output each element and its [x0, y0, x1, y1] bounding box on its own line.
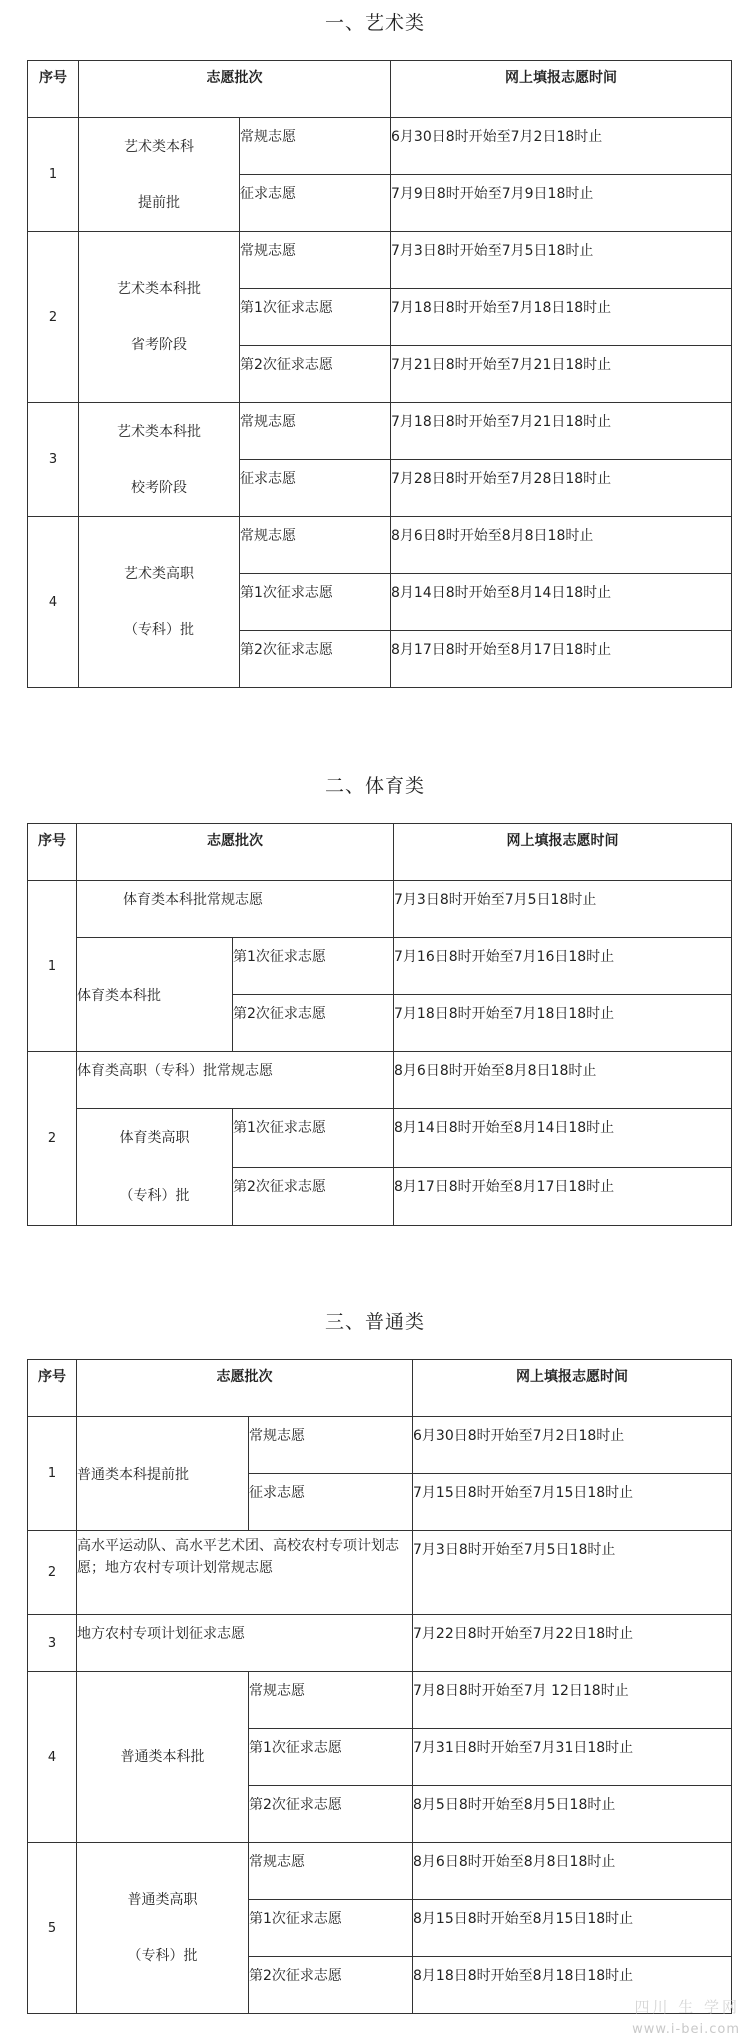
batch-cell: 普通类本科批 — [77, 1672, 249, 1843]
table-row — [28, 403, 732, 460]
batch-line: 校考阶段 — [131, 479, 187, 496]
header-batch: 志愿批次 — [79, 61, 391, 118]
section-title-general: 三、普通类 — [324, 1311, 425, 1333]
row-num: 2 — [28, 232, 79, 403]
batch-line: 艺术类高职 — [124, 566, 194, 582]
batch-cell: 高水平运动队、高水平艺术团、高校农村专项计划志愿；地方农村专项计划常规志愿 — [77, 1531, 413, 1615]
watermark-url: www.i-bei.com — [632, 2022, 740, 2037]
header-num: 序号 — [28, 824, 77, 881]
type-cell: 第1次征求志愿 — [233, 1109, 394, 1168]
time-cell: 7月3日8时开始至7月5日18时止 — [391, 232, 732, 289]
section-title-sports: 二、体育类 — [324, 775, 425, 797]
time-cell: 7月31日8时开始至7月31日18时止 — [413, 1729, 732, 1786]
batch-line: 普通类高职 — [127, 1892, 198, 1908]
time-cell: 7月9日8时开始至7月9日18时止 — [391, 175, 732, 232]
table-row — [28, 1052, 732, 1109]
table-row — [28, 1109, 732, 1168]
table-header-row — [28, 61, 732, 118]
row-num: 2 — [28, 1531, 77, 1615]
row-num: 1 — [28, 881, 77, 1052]
batch-line: 提前批 — [138, 194, 180, 211]
time-cell: 8月17日8时开始至8月17日18时止 — [394, 1167, 732, 1226]
time-cell: 7月18日8时开始至7月18日18时止 — [391, 289, 732, 346]
batch-line: 艺术类本科 — [124, 138, 194, 155]
time-cell: 7月18日8时开始至7月18日18时止 — [394, 995, 732, 1052]
batch-cell: 体育类本科批常规志愿 — [77, 881, 394, 938]
time-cell: 7月21日8时开始至7月21日18时止 — [391, 346, 732, 403]
batch-line: 艺术类本科批 — [117, 281, 201, 297]
batch-line: 艺术类本科批 — [117, 423, 201, 440]
batch-cell: 普通类本科提前批 — [77, 1417, 249, 1531]
table-header-row — [28, 1360, 732, 1417]
batch-cell — [77, 1109, 233, 1226]
header-num: 序号 — [28, 61, 79, 118]
row-num: 3 — [28, 403, 79, 517]
batch-line: 体育类高职 — [119, 1130, 190, 1146]
time-cell: 8月6日8时开始至8月8日18时止 — [413, 1843, 732, 1900]
type-cell: 常规志愿 — [240, 118, 391, 175]
type-cell: 第1次征求志愿 — [233, 938, 394, 995]
time-cell: 8月14日8时开始至8月14日18时止 — [394, 1109, 732, 1168]
type-cell: 第2次征求志愿 — [249, 1957, 413, 2014]
time-cell: 8月6日8时开始至8月8日18时止 — [394, 1052, 732, 1109]
header-time: 网上填报志愿时间 — [391, 61, 732, 118]
time-cell: 8月6日8时开始至8月8日18时止 — [391, 517, 732, 574]
type-cell: 常规志愿 — [249, 1417, 413, 1474]
type-cell: 常规志愿 — [249, 1843, 413, 1900]
table-row — [28, 1531, 732, 1615]
row-num: 1 — [28, 118, 79, 232]
time-cell: 6月30日8时开始至7月2日18时止 — [391, 118, 732, 175]
type-cell: 第2次征求志愿 — [233, 995, 394, 1052]
type-cell: 第2次征求志愿 — [240, 631, 391, 688]
batch-cell — [79, 232, 240, 403]
type-cell: 第1次征求志愿 — [240, 289, 391, 346]
header-batch: 志愿批次 — [77, 1360, 413, 1417]
row-num: 3 — [28, 1615, 77, 1672]
batch-cell — [79, 517, 240, 688]
header-num: 序号 — [28, 1360, 77, 1417]
batch-line: （专科）批 — [127, 1948, 198, 1964]
batch-cell — [79, 118, 240, 232]
type-cell: 征求志愿 — [249, 1474, 413, 1531]
sports-table — [27, 823, 732, 1226]
time-cell: 7月8日8时开始至7月 12日18时止 — [413, 1672, 732, 1729]
batch-line: 省考阶段 — [131, 337, 187, 353]
batch-cell — [77, 1843, 249, 2014]
time-cell: 7月16日8时开始至7月16日18时止 — [394, 938, 732, 995]
type-cell: 征求志愿 — [240, 460, 391, 517]
type-cell: 常规志愿 — [240, 403, 391, 460]
header-batch: 志愿批次 — [77, 824, 394, 881]
batch-cell: 体育类高职（专科）批常规志愿 — [77, 1052, 394, 1109]
table-row — [28, 1672, 732, 1729]
type-cell: 征求志愿 — [240, 175, 391, 232]
type-cell: 常规志愿 — [240, 517, 391, 574]
time-cell: 7月3日8时开始至7月5日18时止 — [394, 881, 732, 938]
batch-line: （专科）批 — [119, 1188, 190, 1204]
table-row — [28, 1417, 732, 1474]
section-title-art: 一、艺术类 — [324, 12, 425, 34]
row-num: 4 — [28, 517, 79, 688]
time-cell: 8月15日8时开始至8月15日18时止 — [413, 1900, 732, 1957]
type-cell: 常规志愿 — [249, 1672, 413, 1729]
table-row — [28, 881, 732, 938]
type-cell: 常规志愿 — [240, 232, 391, 289]
watermark-top: 四川 生 学网 — [634, 1998, 740, 2016]
row-num: 5 — [28, 1843, 77, 2014]
table-row — [28, 517, 732, 574]
table-row — [28, 938, 732, 995]
header-time: 网上填报志愿时间 — [394, 824, 732, 881]
type-cell: 第2次征求志愿 — [249, 1786, 413, 1843]
row-num: 1 — [28, 1417, 77, 1531]
time-cell: 8月18日8时开始至8月18日18时止 — [413, 1957, 732, 2014]
batch-line: （专科）批 — [124, 622, 194, 638]
type-cell: 第1次征求志愿 — [240, 574, 391, 631]
time-cell: 7月3日8时开始至7月5日18时止 — [413, 1531, 732, 1615]
table-row — [28, 1615, 732, 1672]
row-num: 2 — [28, 1052, 77, 1226]
time-cell: 7月22日8时开始至7月22日18时止 — [413, 1615, 732, 1672]
type-cell: 第1次征求志愿 — [249, 1900, 413, 1957]
time-cell: 8月5日8时开始至8月5日18时止 — [413, 1786, 732, 1843]
time-cell: 8月17日8时开始至8月17日18时止 — [391, 631, 732, 688]
time-cell: 8月14日8时开始至8月14日18时止 — [391, 574, 732, 631]
art-table — [27, 60, 732, 688]
row-num: 4 — [28, 1672, 77, 1843]
batch-cell — [79, 403, 240, 517]
time-cell: 7月15日8时开始至7月15日18时止 — [413, 1474, 732, 1531]
table-header-row — [28, 824, 732, 881]
time-cell: 6月30日8时开始至7月2日18时止 — [413, 1417, 732, 1474]
table-row — [28, 118, 732, 175]
type-cell: 第2次征求志愿 — [233, 1167, 394, 1226]
batch-cell: 地方农村专项计划征求志愿 — [77, 1615, 413, 1672]
time-cell: 7月18日8时开始至7月21日18时止 — [391, 403, 732, 460]
table-row — [28, 232, 732, 289]
type-cell: 第2次征求志愿 — [240, 346, 391, 403]
type-cell: 第1次征求志愿 — [249, 1729, 413, 1786]
table-row — [28, 1843, 732, 1900]
header-time: 网上填报志愿时间 — [413, 1360, 732, 1417]
general-table — [27, 1359, 732, 2014]
batch-cell: 体育类本科批 — [77, 938, 233, 1052]
time-cell: 7月28日8时开始至7月28日18时止 — [391, 460, 732, 517]
